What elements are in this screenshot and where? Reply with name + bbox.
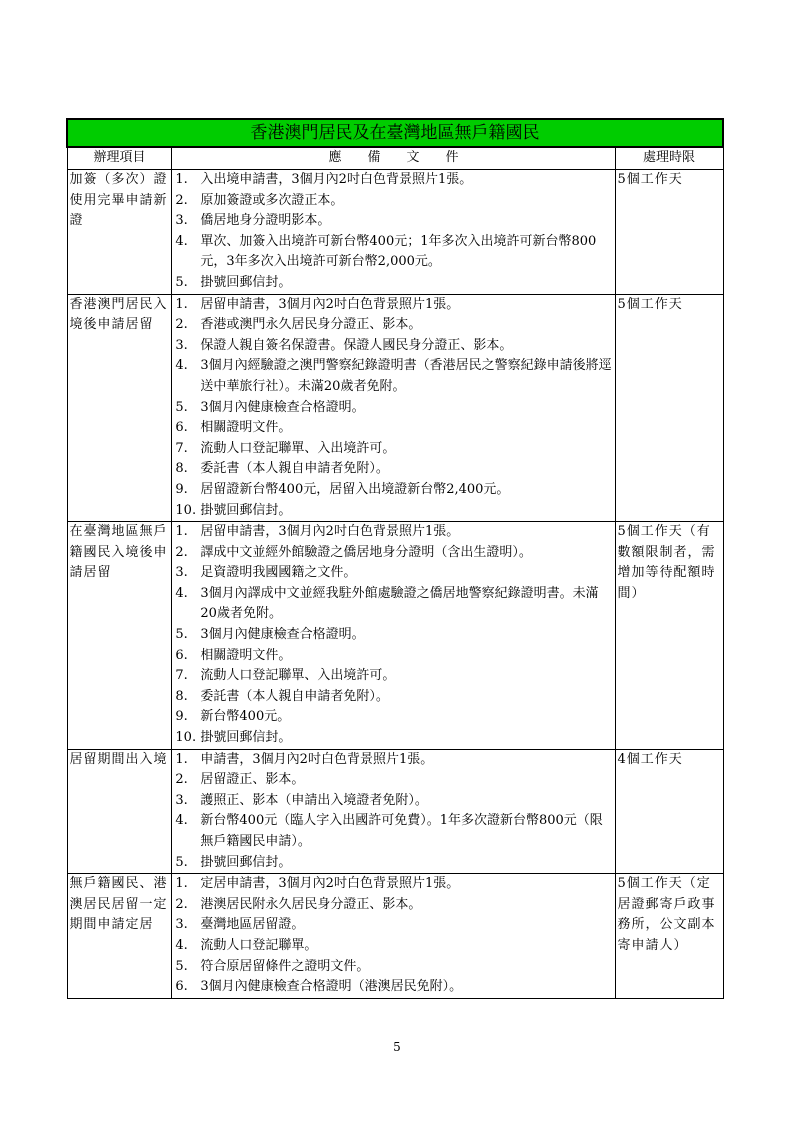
row-item: 在臺灣地區無戶籍國民入境後申請居留 xyxy=(67,522,172,750)
document-item xyxy=(174,687,612,708)
document-item xyxy=(174,853,612,874)
row-documents xyxy=(172,294,615,522)
document-item xyxy=(174,811,612,852)
document-list xyxy=(174,295,612,522)
document-item xyxy=(174,273,612,294)
document-text: 3個月內譯成中文並經我駐外館處驗證之僑居地警察紀錄證明書。未滿20歲者免附。 xyxy=(200,585,599,622)
table-row xyxy=(67,294,723,522)
document-text: 流動人口登記聯單、入出境許可。 xyxy=(200,440,396,456)
document-item xyxy=(174,295,612,316)
document-item xyxy=(174,957,612,978)
document-number: 3. xyxy=(175,213,188,229)
document-item xyxy=(174,915,612,936)
document-item xyxy=(174,191,612,212)
document-number: 4. xyxy=(175,813,188,829)
document-item xyxy=(174,501,612,522)
document-text: 3個月內健康檢查合格證明。 xyxy=(200,399,365,415)
row-time: 5個工作天（定居證郵寄戶政事務所，公文副本寄申請人） xyxy=(615,874,723,999)
row-item: 無戶籍國民、港澳居民居留一定期間申請定居 xyxy=(67,874,172,999)
row-documents xyxy=(172,522,615,750)
document-number: 4. xyxy=(175,358,188,374)
document-list xyxy=(174,522,612,749)
table-row xyxy=(67,874,723,999)
document-text: 流動人口登記聯單。 xyxy=(200,937,318,953)
document-text: 3個月內經驗證之澳門警察紀錄證明書（香港居民之警察紀錄申請後將逕送中華旅行社）。未滿20歲者免附。 xyxy=(200,358,612,394)
document-number: 8. xyxy=(175,461,188,477)
row-item: 香港澳門居民入境後申請居留 xyxy=(67,294,172,522)
document-number: 5. xyxy=(175,627,188,643)
header-time: 處理時限 xyxy=(615,147,723,170)
document-item xyxy=(174,211,612,232)
document-text: 足資證明我國國籍之文件。 xyxy=(200,565,357,581)
document-number: 1. xyxy=(175,876,188,892)
document-text: 單次、加簽入出境許可新台幣400元；1年多次入出境許可新台幣800元，3年多次入出境許可新台幣2,000元。 xyxy=(200,233,597,270)
document-number: 2. xyxy=(175,317,188,333)
table-row xyxy=(67,522,723,750)
document-list xyxy=(174,170,612,294)
document-item xyxy=(174,232,612,273)
document-text: 符合原居留條件之證明文件。 xyxy=(200,958,370,974)
document-list xyxy=(174,874,612,998)
document-number: 8. xyxy=(175,688,188,704)
document-item xyxy=(174,625,612,646)
document-text: 僑居地身分證明影本。 xyxy=(200,213,331,229)
document-item xyxy=(174,728,612,749)
document-number: 4. xyxy=(175,585,188,601)
document-number: 5. xyxy=(175,274,188,290)
document-text: 原加簽證或多次證正本。 xyxy=(200,192,344,208)
document-text: 譯成中文並經外館驗證之僑居地身分證明（含出生證明）。 xyxy=(200,544,532,560)
table-title: 香港澳門居民及在臺灣地區無戶籍國民 xyxy=(67,119,723,147)
row-time: 5個工作天（有數額限制者，需增加等待配額時間） xyxy=(615,522,723,750)
document-text: 相關證明文件。 xyxy=(200,647,292,663)
document-item xyxy=(174,563,612,584)
document-item xyxy=(174,895,612,916)
document-item xyxy=(174,936,612,957)
document-number: 9. xyxy=(175,481,188,497)
document-item xyxy=(174,356,612,397)
document-text: 委託書（本人親自申請者免附）。 xyxy=(200,461,389,477)
document-item xyxy=(174,666,612,687)
document-number: 2. xyxy=(175,896,188,912)
document-text: 申請書，3個月內2吋白色背景照片1張。 xyxy=(200,751,434,767)
table-title-row xyxy=(67,119,723,147)
document-list xyxy=(174,750,612,874)
document-number: 2. xyxy=(175,544,188,560)
document-number: 6. xyxy=(175,979,188,995)
page-number: 5 xyxy=(393,1040,401,1054)
document-number: 3. xyxy=(175,565,188,581)
table-header-row xyxy=(67,147,723,170)
document-text: 相關證明文件。 xyxy=(200,420,292,436)
document-item xyxy=(174,750,612,771)
document-item xyxy=(174,418,612,439)
document-number: 9. xyxy=(175,709,188,725)
row-item: 居留期間出入境 xyxy=(67,749,172,874)
document-number: 1. xyxy=(175,172,188,187)
document-number: 4. xyxy=(175,233,188,249)
document-text: 居留申請書，3個月內2吋白色背景照片1張。 xyxy=(200,524,460,540)
header-item: 辦理項目 xyxy=(67,147,172,170)
document-text: 委託書（本人親自申請者免附）。 xyxy=(200,688,389,704)
document-number: 3. xyxy=(175,337,188,353)
document-number: 3. xyxy=(175,792,188,808)
document-text: 新台幣400元（臨人字入出國許可免費）。1年多次證新台幣800元（限無戶籍國民申請）。 xyxy=(200,813,603,849)
document-text: 臺灣地區居留證。 xyxy=(200,917,305,933)
document-number: 3. xyxy=(175,917,188,933)
document-number: 5. xyxy=(175,854,188,870)
document-item xyxy=(174,459,612,480)
document-text: 港澳居民附永久居民身分證正、影本。 xyxy=(200,896,422,912)
document-item xyxy=(174,874,612,895)
document-number: 7. xyxy=(175,440,188,456)
document-text: 3個月內健康檢查合格證明。 xyxy=(200,627,365,643)
document-item xyxy=(174,439,612,460)
document-item xyxy=(174,977,612,998)
document-number: 10. xyxy=(175,502,197,518)
document-number: 2. xyxy=(175,192,188,208)
row-time: 5個工作天 xyxy=(615,170,723,295)
row-documents xyxy=(172,749,615,874)
document-number: 4. xyxy=(175,937,188,953)
document-text: 居留證正、影本。 xyxy=(200,772,305,788)
row-item: 加簽（多次）證使用完畢申請新證 xyxy=(67,170,172,295)
document-text: 居留申請書，3個月內2吋白色背景照片1張。 xyxy=(200,296,460,312)
document-text: 保證人親自簽名保證書。保證人國民身分證正、影本。 xyxy=(200,337,513,353)
document-item xyxy=(174,584,612,625)
requirements-table xyxy=(66,118,724,999)
document-text: 掛號回郵信封。 xyxy=(200,730,292,746)
row-time: 5個工作天 xyxy=(615,294,723,522)
document-number: 5. xyxy=(175,958,188,974)
table-row xyxy=(67,749,723,874)
document-text: 掛號回郵信封。 xyxy=(200,854,292,870)
document-text: 護照正、影本（申請出入境證者免附）。 xyxy=(200,792,428,808)
document-text: 居留證新台幣400元，居留入出境證新台幣2,400元。 xyxy=(200,481,510,497)
table-row xyxy=(67,170,723,295)
document-text: 3個月內健康檢查合格證明（港澳居民免附）。 xyxy=(200,979,463,995)
table-body xyxy=(67,170,723,999)
document-number: 1. xyxy=(175,296,188,312)
document-number: 6. xyxy=(175,647,188,663)
document-item xyxy=(174,707,612,728)
document-text: 流動人口登記聯單、入出境許可。 xyxy=(200,668,396,684)
document-text: 掛號回郵信封。 xyxy=(200,274,292,290)
row-documents xyxy=(172,874,615,999)
row-documents xyxy=(172,170,615,295)
document-number: 7. xyxy=(175,668,188,684)
document-number: 1. xyxy=(175,524,188,540)
header-documents: 應 備 文 件 xyxy=(172,147,615,170)
document-text: 掛號回郵信封。 xyxy=(200,502,292,518)
document-item xyxy=(174,543,612,564)
document-item xyxy=(174,398,612,419)
document-item xyxy=(174,522,612,543)
document-text: 入出境申請書，3個月內2吋白色背景照片1張。 xyxy=(200,172,473,187)
document-number: 1. xyxy=(175,751,188,767)
document-item xyxy=(174,791,612,812)
document-item xyxy=(174,170,612,191)
document-item xyxy=(174,480,612,501)
document-item xyxy=(174,315,612,336)
document-item xyxy=(174,646,612,667)
document-number: 10. xyxy=(175,730,197,746)
document-text: 定居申請書，3個月內2吋白色背景照片1張。 xyxy=(200,876,460,892)
document-item xyxy=(174,770,612,791)
document-number: 2. xyxy=(175,772,188,788)
document-number: 5. xyxy=(175,399,188,415)
document-number: 6. xyxy=(175,420,188,436)
document-text: 新台幣400元。 xyxy=(200,709,291,725)
document-item xyxy=(174,336,612,357)
row-time: 4個工作天 xyxy=(615,749,723,874)
document-text: 香港或澳門永久居民身分證正、影本。 xyxy=(200,317,422,333)
